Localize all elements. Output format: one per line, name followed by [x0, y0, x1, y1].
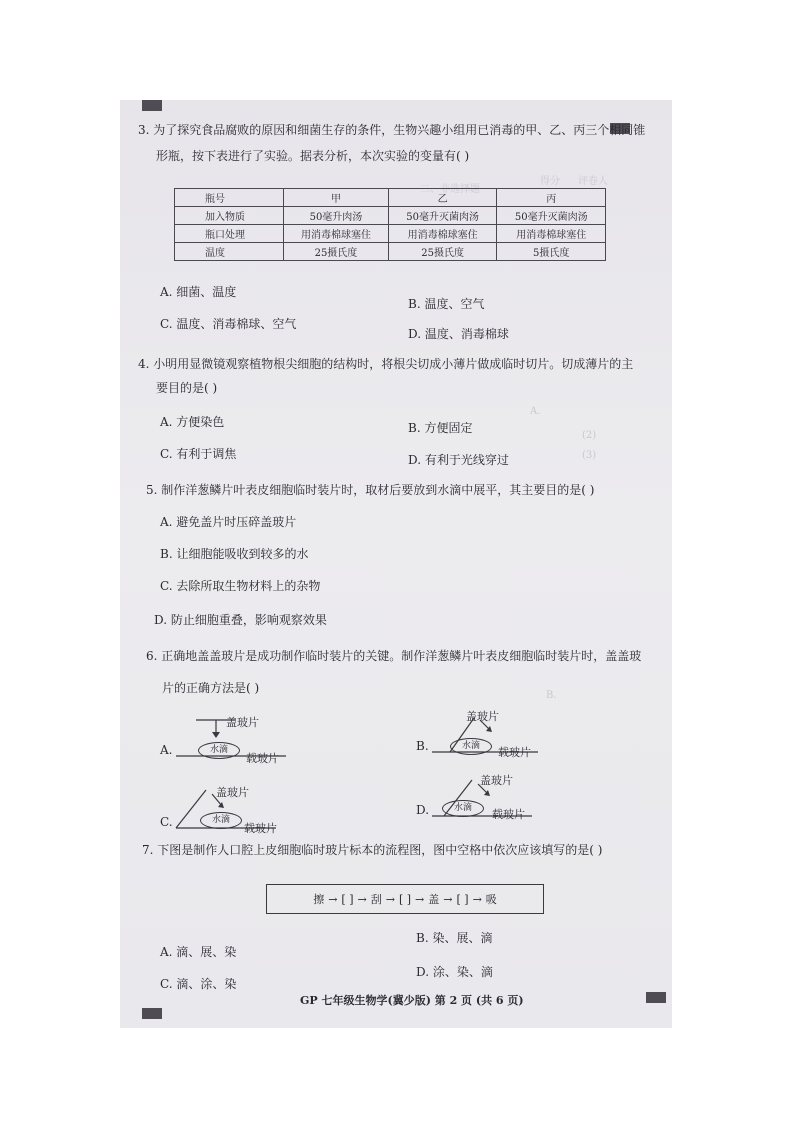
table-header-row: [175, 189, 606, 207]
bleed-through-section: 二、非选择题: [420, 184, 480, 195]
q6-stem-line1: 6. 正确地盖盖玻片是成功制作临时装片的关键。制作洋葱鳞片叶表皮细胞临时装片时，盖盖玻: [146, 649, 642, 663]
page-footer: GP 七年级生物学(冀少版) 第 2 页 (共 6 页): [300, 994, 524, 1007]
q3-experiment-table: [174, 188, 606, 261]
table-cell: 乙: [388, 189, 497, 207]
q6-cover-label-b: 盖玻片: [466, 710, 499, 723]
bleed-through-q3: (3): [582, 450, 597, 461]
q6-water-drop-c: 水滴: [200, 812, 242, 829]
bleed-through-grader: 评卷人: [578, 176, 608, 187]
q5-option-a: A. 避免盖片时压碎盖玻片: [160, 515, 297, 529]
q6-option-c-letter: C.: [160, 815, 173, 829]
table-cell: 加入物质: [175, 207, 284, 225]
flow-step: 盖: [428, 893, 440, 906]
table-cell: 25摄氏度: [284, 243, 389, 261]
table-cell: 瓶口处理: [175, 225, 284, 243]
table-row: [175, 243, 606, 261]
flow-arrow: →: [385, 892, 395, 906]
exam-page: [120, 100, 672, 1028]
flow-blank: [ ]: [398, 892, 412, 906]
q4-option-c: C. 有利于调焦: [160, 447, 237, 461]
q6-slide-label-c: 载玻片: [244, 822, 277, 835]
flow-arrow: →: [328, 892, 338, 906]
q5-option-c: C. 去除所取生物材料上的杂物: [160, 579, 321, 593]
q3-stem-line2: 形瓶，按下表进行了实验。据表分析，本次实验的变量有( ): [156, 149, 470, 163]
q7-stem: 7. 下图是制作人口腔上皮细胞临时玻片标本的流程图，图中空格中依次应该填写的是( ): [142, 843, 603, 857]
q7-option-d: D. 涂、染、滴: [416, 965, 493, 979]
q5-option-d: D. 防止细胞重叠，影响观察效果: [154, 613, 327, 627]
table-cell: 瓶号: [175, 189, 284, 207]
q6-water-drop-d: 水滴: [442, 800, 484, 817]
bleed-through-score: 得分: [540, 176, 560, 187]
q6-cover-label-c: 盖玻片: [216, 786, 249, 799]
q7-flow-chart: [266, 884, 544, 914]
bleed-through-a: A.: [530, 406, 541, 417]
q7-option-b: B. 染、展、滴: [416, 931, 493, 945]
q4-stem-line1: 4. 小明用显微镜观察植物根尖细胞的结构时，将根尖切成小薄片做成临时切片。切成薄片的主: [138, 357, 634, 371]
q6-slide-label-a: 载玻片: [246, 752, 279, 765]
q3-option-d: D. 温度、消毒棉球: [408, 327, 509, 341]
flow-step: 吸: [485, 893, 497, 906]
q6-water-drop-a: 水滴: [198, 742, 240, 759]
q3-stem-line1: 3. 为了探究食品腐败的原因和细菌生存的条件，生物兴趣小组用已消毒的甲、乙、丙三个相同锥: [138, 123, 646, 137]
table-cell: 50毫升灭菌肉汤: [388, 207, 497, 225]
q3-option-b: B. 温度、空气: [408, 297, 485, 311]
q6-slide-label-b: 载玻片: [498, 746, 531, 759]
q7-option-a: A. 滴、展、染: [160, 945, 237, 959]
q6-slide-label-d: 载玻片: [492, 808, 525, 821]
table-cell: 50毫升肉汤: [284, 207, 389, 225]
q6-cover-label-d: 盖玻片: [480, 774, 513, 787]
table-cell: 用消毒棉球塞住: [497, 225, 606, 243]
table-cell: 25摄氏度: [388, 243, 497, 261]
table-cell: 用消毒棉球塞住: [388, 225, 497, 243]
q3-option-c: C. 温度、消毒棉球、空气: [160, 317, 297, 331]
table-cell: 用消毒棉球塞住: [284, 225, 389, 243]
registration-marker-bottom-right: [646, 992, 666, 1003]
table-row: [175, 207, 606, 225]
flow-blank: [ ]: [341, 892, 354, 906]
flow-arrow: →: [415, 892, 425, 906]
table-row: [175, 225, 606, 243]
q3-option-a: A. 细菌、温度: [160, 285, 237, 299]
bleed-through-b: B.: [546, 690, 557, 701]
flow-step: 擦: [313, 893, 325, 906]
q5-option-b: B. 让细胞能吸收到较多的水: [160, 547, 309, 561]
q6-option-b-letter: B.: [416, 739, 429, 753]
table-cell: 5摄氏度: [497, 243, 606, 261]
q6-cover-label-a: 盖玻片: [226, 716, 259, 729]
flow-arrow: →: [443, 892, 453, 906]
table-cell: 丙: [497, 189, 606, 207]
registration-marker-top-left: [142, 100, 162, 111]
q6-stem-line2: 片的正确方法是( ): [162, 681, 260, 695]
q7-option-c: C. 滴、涂、染: [160, 977, 237, 991]
flow-step: 刮: [370, 893, 382, 906]
table-cell: 50毫升灭菌肉汤: [497, 207, 606, 225]
q6-water-drop-b: 水滴: [450, 738, 492, 755]
flow-arrow: →: [472, 892, 482, 906]
table-cell: 甲: [284, 189, 389, 207]
flow-arrow: →: [357, 892, 367, 906]
q6-option-d-letter: D.: [416, 803, 430, 817]
q6-option-a-letter: A.: [160, 743, 173, 757]
q4-option-a: A. 方便染色: [160, 415, 225, 429]
table-cell: 温度: [175, 243, 284, 261]
q4-option-d: D. 有利于光线穿过: [408, 453, 509, 467]
q5-stem: 5. 制作洋葱鳞片叶表皮细胞临时装片时，取材后要放到水滴中展平，其主要目的是( ): [146, 483, 595, 497]
bleed-through-q2: (2): [582, 430, 597, 441]
flow-blank: [ ]: [456, 892, 469, 906]
q4-option-b: B. 方便固定: [408, 421, 473, 435]
q4-stem-line2: 要目的是( ): [156, 381, 218, 395]
registration-marker-bottom-left: [142, 1008, 162, 1019]
